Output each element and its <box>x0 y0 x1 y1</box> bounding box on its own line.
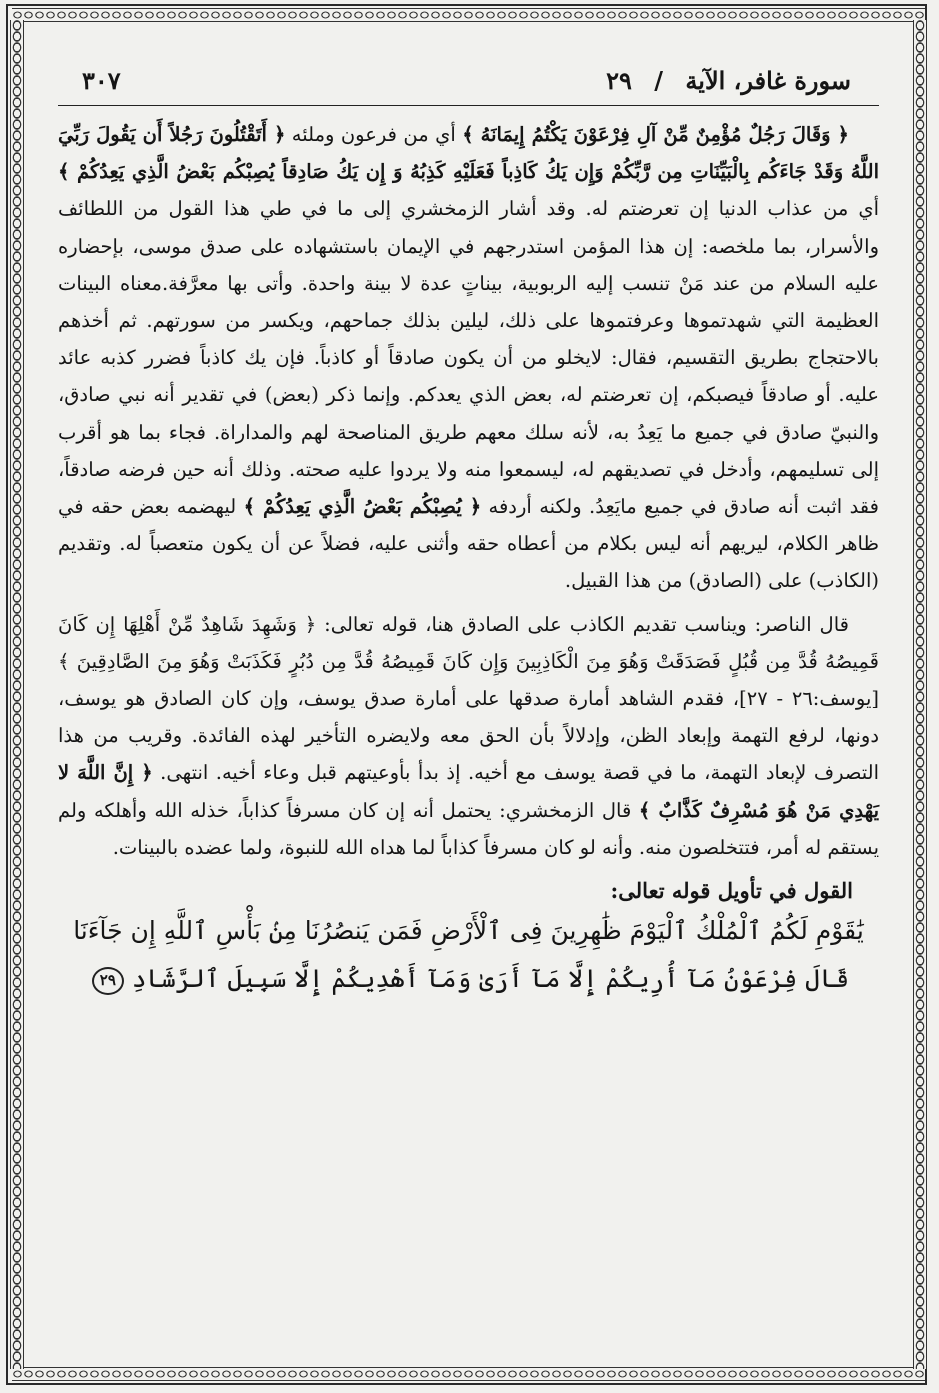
ornamental-border-bottom <box>12 1367 925 1381</box>
section-heading: القول في تأويل قوله تعالى: <box>610 878 853 904</box>
commentary-text: أي من عذاب الدنيا إن تعرضتم له. وقد أشار الزمخشري إلى ما في طي هذا القول من اللطائف والأسرار، بما ملخصه: إن هذا المؤمن استدرجهم في الإيمان باستشهاده على صدق موسى، بإحضاره عليه السلام من عند مَنْ تنسب إليه الربوبية، بيناتٍ عدة لا بينة واحدة. وأتى بها معرَّفة.معناه البينات العظيمة التي شهدتموها وعرفتموها على ذلك، ليلين بذلك جماحهم، ويكسر من سورتهم. ثم أخذهم بالاحتجاج بطريق التقسيم، فقال: لايخلو من أن يكون صادقاً أو كاذباً. فإن يك كاذباً فضرر كذبه عائد عليه. أو صادقاً فيصبكم، إن تعرضتم له، بعض الذي يعدكم. وإنما ذكر (بعض) في تقدير أنه نبي صادق، والنبيّ صادق في جميع ما يَعِدُ به، لأنه سلك معهم طريق المناصحة لهم والمداراة. فجاء بما هو أقرب إلى تسليمهم، وأدخل في تصديقهم له، ليسمعوا منه ولا يردوا عليه صحته. وذلك أنه حين فرضه صادقاً، فقد اثبت أنه صادق في جميع مايَعِدُ. ولكنه أردفه <box>58 197 879 519</box>
quran-quote: ﴿ يُصِبْكُم بَعْضُ الَّذِي يَعِدُكُمْ ﴾ <box>243 495 482 519</box>
header-reference <box>606 66 851 95</box>
ornamental-border-left <box>10 20 24 1369</box>
commentary-body <box>58 116 879 866</box>
ayah-number: ٢٩ <box>606 66 632 95</box>
verse-line-2 <box>58 955 879 1003</box>
commentary-text: ﴿ وَشَهِدَ شَاهِدٌ مِّنْ أَهْلِهَا إِن كَانَ قَمِيصُهُ قُدَّ مِن قُبُلٍ فَصَدَقَتْ وَهُوَ مِنَ الْكَاذِبِينَ وَإِن كَانَ قَمِيصُهُ قُدَّ مِن دُبُرٍ فَكَذَبَتْ وَهُوَ مِنَ الصَّادِقِينَ ﴾ <box>58 612 879 673</box>
commentary-text: ليهضمه بعض حقه في ظاهر الكلام، ليريهم أنه ليس بكلام من أعطاه حقه وأثنى عليه، فضلاً عن أن يكون متعصباً له. وتقديم (الكاذب) على (الصادق) من هذا القبيل. <box>58 495 879 593</box>
quran-quote: ﴿ إِنَّ اللَّهَ لا يَهْدِي مَنْ هُوَ مُسْرِفٌ كَذَّابٌ ﴾ <box>58 761 879 822</box>
surah-title: سورة غافر، الآية <box>685 66 851 95</box>
quran-quote: ﴿ وَقَالَ رَجُلٌ مُؤْمِنٌ مِّنْ آلِ فِرْعَوْنَ يَكْتُمُ إِيمَانَهُ ﴾ <box>462 123 849 146</box>
ayah-end-marker: ٢٩ <box>92 967 124 995</box>
header-separator: / <box>654 66 664 95</box>
ornamental-border-top <box>12 8 925 22</box>
commentary-text: أي من فرعون وملئه <box>285 123 463 146</box>
commentary-text: قال الناصر: ويناسب تقديم الكاذب على الصادق هنا، قوله تعالى: <box>316 612 849 636</box>
verse-line-1: يَٰقَوْمِ لَكُمُ ٱلْمُلْكُ ٱلْيَوْمَ ظَٰهِرِينَ فِى ٱلْأَرْضِ فَمَن يَنصُرُنَا مِنۢ بَأْسِ ٱللَّهِ إِن جَآءَنَا <box>73 916 864 946</box>
commentary-text: قال الزمخشري: يحتمل أنه إن كان مسرفاً كذاباً، خذله الله وأهلكه ولم يستقم له أمر، فتتخلصون منه. وأنه لو كان مسرفاً كذاباً لما هداه الله للنبوة، ولما عضده بالبينات. <box>58 798 879 859</box>
verse-line-2-text: قَالَ فِرْعَوْنُ مَآ أُرِيكُمْ إِلَّا مَآ أَرَىٰ وَمَآ أَهْدِيكُمْ إِلَّا سَبِيلَ ٱلرَّشَادِ <box>131 964 850 994</box>
ornamental-border-right <box>913 20 927 1369</box>
quran-quote: ﴿ أَتَقْتُلُونَ رَجُلاً أَن يَقُولَ رَبِّيَ اللَّهُ وَقَدْ جَاءَكُم بِالْبَيِّنَاتِ مِن رَّبِّكُمْ وَإِن يَكُ كَاذِباً فَعَلَيْهِ كَذِبُهُ وَ إِن يَكُ صَادِقاً يُصِبْكُم بَعْضُ الَّذِي يَعِدُكُمْ ﴾ <box>58 123 879 184</box>
page-header <box>58 58 879 106</box>
commentary-paragraph <box>58 606 879 866</box>
page-number: ٣٠٧ <box>82 66 121 95</box>
commentary-paragraph <box>58 116 879 600</box>
commentary-text: [يوسف:٢٦ - ٢٧]، فقدم الشاهد أمارة صدقها على أمارة صدق يوسف، وإن كان الصادق هو يوسف، دونها، لرفع التهمة وإبعاد الظن، وإدلالاً بأن الحق معه ولايضره التأخير لهذه الفائدة. وقريب من هذا التصرف لإبعاد التهمة، ما في قصة يوسف مع أخيه. إذ بدأ بأوعيتهم قبل وعاء أخيه. انتهى. <box>58 687 880 785</box>
page-content <box>58 58 879 1303</box>
